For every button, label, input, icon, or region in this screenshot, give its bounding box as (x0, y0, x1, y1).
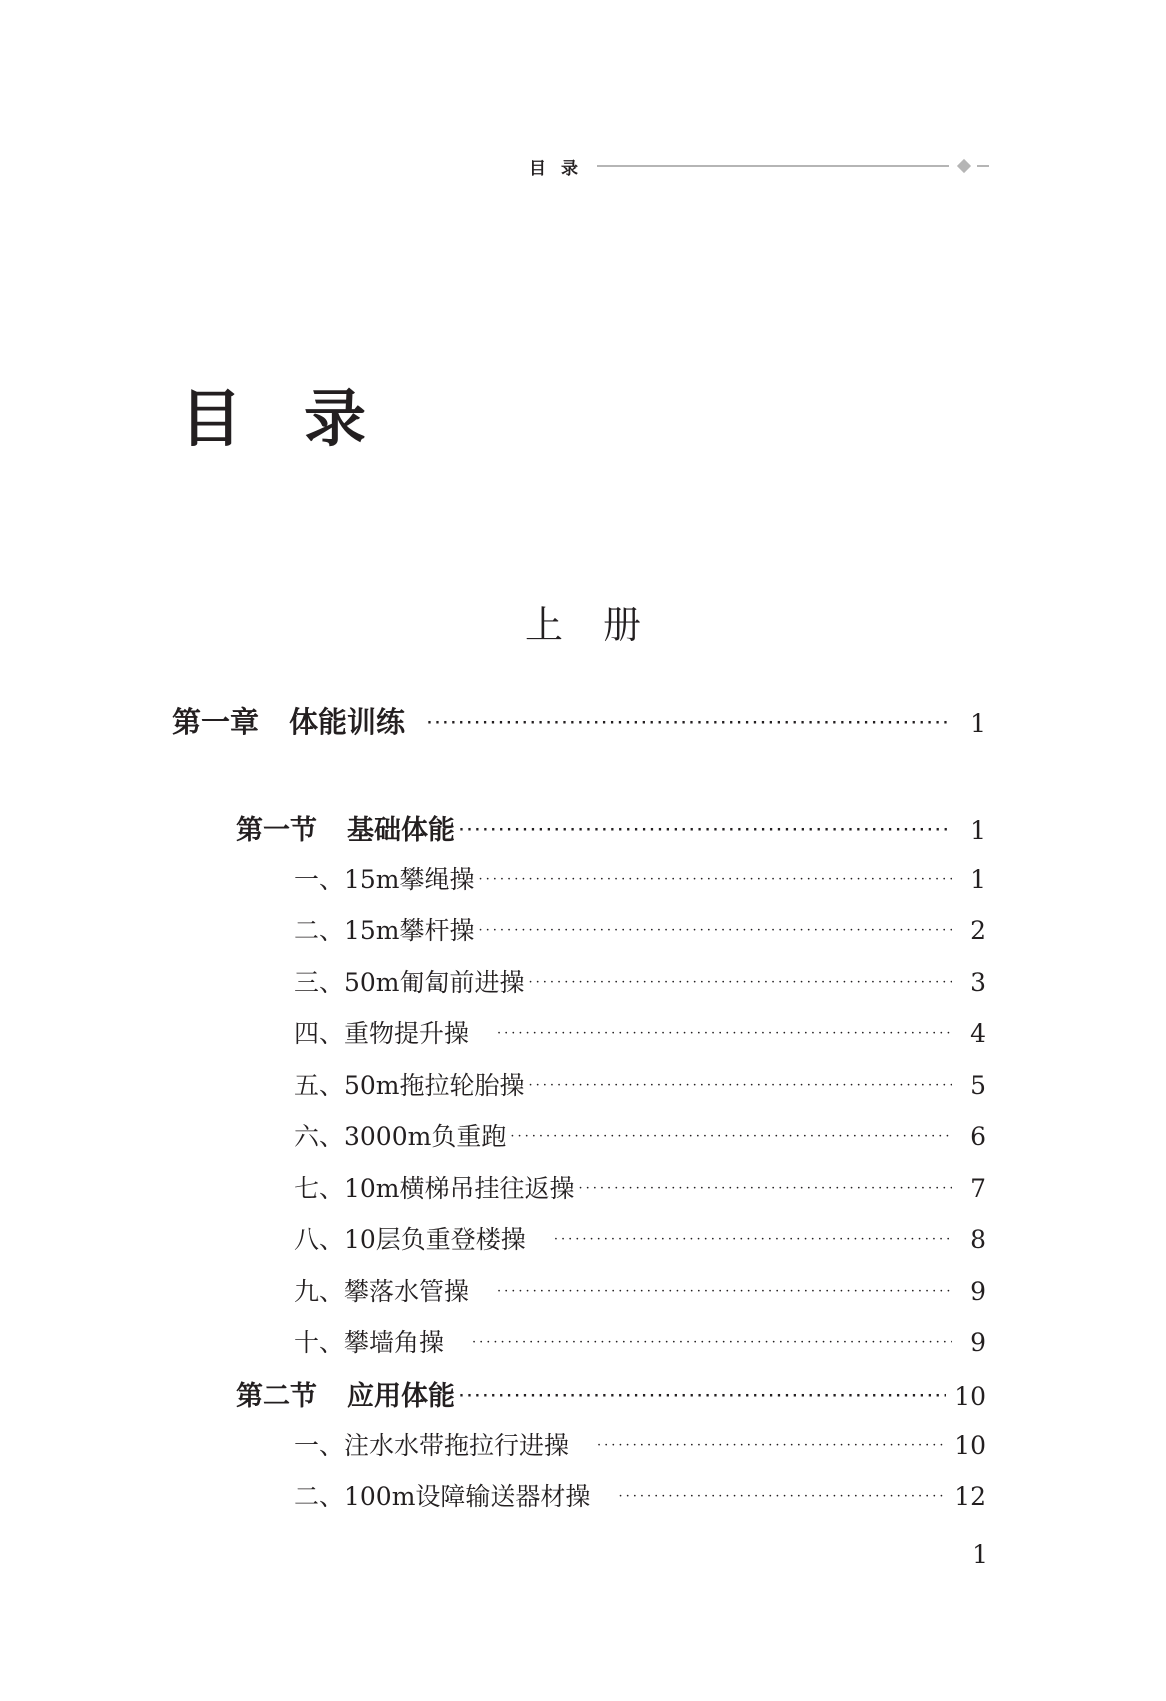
section-title: 基础体能 (347, 815, 455, 846)
section-number: 第一节 (236, 815, 317, 846)
dot-leader (597, 1438, 946, 1453)
section-number: 第二节 (236, 1381, 317, 1412)
toc-item[interactable] (294, 911, 986, 947)
page-number: 12 (954, 1482, 986, 1511)
diamond-ornament-icon (957, 159, 971, 173)
running-head-title: 目录 (529, 158, 593, 179)
toc-item[interactable] (294, 1169, 986, 1205)
toc-section-2[interactable] (236, 1374, 986, 1413)
volume-title: 上册 (524, 603, 681, 647)
toc-chapter-label (172, 700, 405, 741)
page-title: 目录 (180, 382, 429, 455)
toc-item-label: 二、100m设障输送器材操 (294, 1482, 591, 1511)
toc-item[interactable] (294, 1066, 986, 1102)
toc-item-label: 二、15m攀杆操 (294, 916, 475, 945)
page-number: 9 (970, 1328, 986, 1357)
dot-leader (618, 1489, 946, 1504)
page-number: 2 (970, 916, 986, 945)
dot-leader (479, 872, 952, 887)
dot-leader (529, 975, 952, 990)
toc-item[interactable] (294, 1477, 986, 1513)
toc-item-label: 五、50m拖拉轮胎操 (294, 1071, 525, 1100)
dot-leader (554, 1232, 952, 1247)
chapter-number: 第一章 (172, 705, 260, 739)
page-number: 9 (970, 1277, 986, 1306)
dot-leader (529, 1078, 952, 1093)
running-head-dash (977, 165, 989, 167)
toc-item[interactable] (294, 1220, 986, 1256)
page-number: 3 (970, 968, 986, 997)
dot-leader (472, 1335, 952, 1350)
chapter-title: 体能训练 (289, 705, 406, 739)
toc-item-label: 三、50m匍匐前进操 (294, 968, 525, 997)
page-number: 1 (970, 865, 986, 894)
folio-page-number: 1 (972, 1540, 988, 1569)
page-number: 5 (970, 1071, 986, 1100)
page-number: 1 (970, 709, 986, 738)
toc-item[interactable] (294, 1014, 986, 1050)
dot-leader (497, 1284, 952, 1299)
section-title: 应用体能 (347, 1381, 455, 1412)
page-number: 10 (954, 1431, 986, 1460)
dot-leader (497, 1026, 952, 1041)
toc-chapter-1[interactable] (172, 700, 986, 741)
page-number: 1 (970, 816, 986, 845)
toc-item[interactable] (294, 1426, 986, 1462)
dot-leader (479, 923, 952, 938)
page-number: 7 (970, 1174, 986, 1203)
dot-leader (459, 823, 952, 838)
toc-section-label (236, 1374, 455, 1413)
toc-item-label: 九、攀落水管操 (294, 1277, 470, 1306)
toc-item-label: 一、15m攀绳操 (294, 865, 475, 894)
page-number: 4 (970, 1019, 986, 1048)
toc-item-label: 六、3000m负重跑 (294, 1122, 507, 1151)
toc-section-label (236, 808, 455, 847)
toc-item[interactable] (294, 1323, 986, 1359)
toc-item-label: 七、10m横梯吊挂往返操 (294, 1174, 575, 1203)
running-head (529, 153, 989, 179)
toc-item-label: 一、注水水带拖拉行进操 (294, 1431, 570, 1460)
page-number: 6 (970, 1122, 986, 1151)
toc-item-label: 十、攀墙角操 (294, 1328, 445, 1357)
dot-leader (510, 1129, 952, 1144)
running-head-rule (597, 165, 949, 167)
dot-leader (579, 1181, 952, 1196)
toc-item[interactable] (294, 1117, 986, 1153)
toc-section-1[interactable] (236, 808, 986, 847)
page-number: 8 (970, 1225, 986, 1254)
toc-item[interactable] (294, 1272, 986, 1308)
toc-item[interactable] (294, 963, 986, 999)
toc-item-label: 八、10层负重登楼操 (294, 1225, 526, 1254)
toc-item-label: 四、重物提升操 (294, 1019, 470, 1048)
dot-leader (459, 1389, 946, 1404)
toc-item[interactable] (294, 860, 986, 896)
page-number: 10 (954, 1382, 986, 1411)
dot-leader (427, 716, 952, 731)
